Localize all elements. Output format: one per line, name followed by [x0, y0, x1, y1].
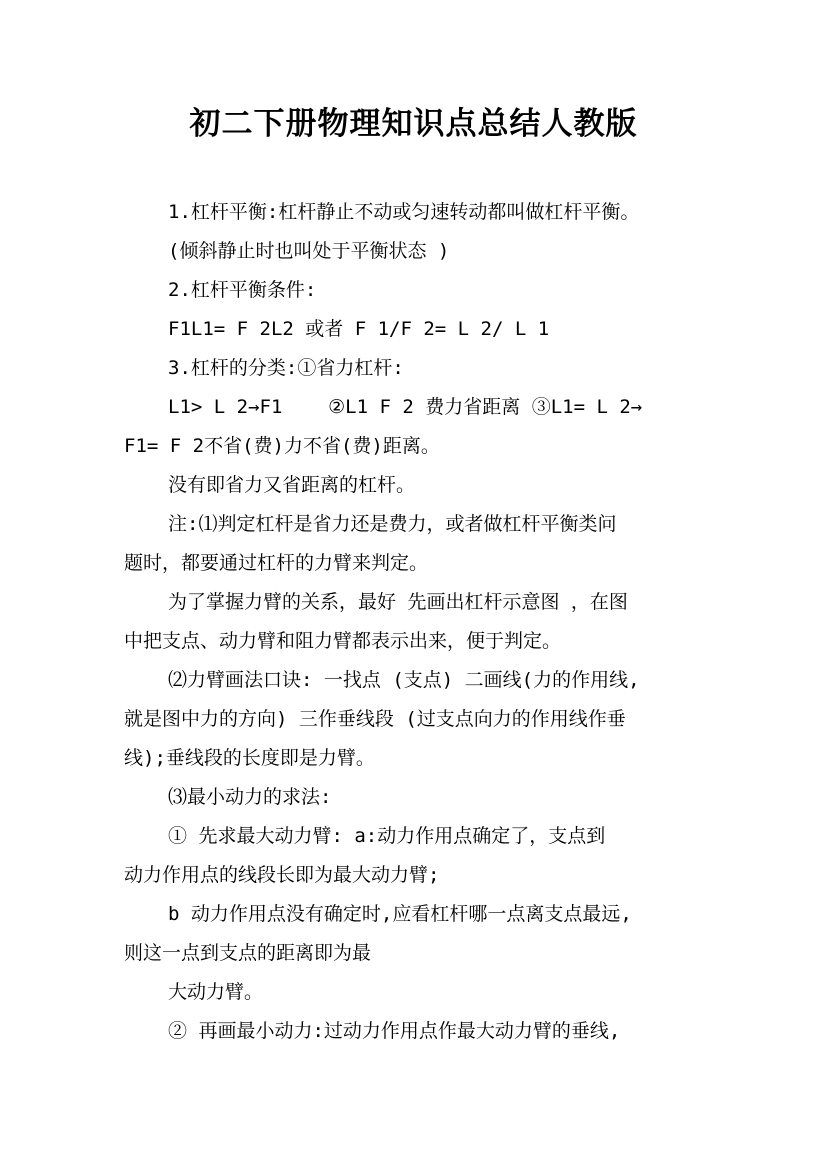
text-line: 大动力臂。 — [168, 981, 264, 1003]
text-line: 则这一点到支点的距离即为最 — [124, 942, 372, 964]
text-line: ⑶最小动力的求法: — [168, 786, 332, 808]
text-line: ① 先求最大动力臂: a:动力作用点确定了，支点到 — [168, 825, 606, 847]
text-line: 动力作用点的线段长即为最大动力臂; — [124, 864, 440, 886]
text-line: (倾斜静止时也叫处于平衡状态 ) — [168, 240, 450, 262]
text-line: ⑵力臂画法口诀: 一找点 (支点) 二画线(力的作用线, — [168, 669, 640, 691]
text-line: 为了掌握力臂的关系，最好 先画出杠杆示意图 ，在图 — [168, 591, 628, 613]
text-line: 就是图中力的方向) 三作垂线段 (过支点向力的作用线作垂 — [124, 708, 626, 730]
text-line: F1= F 2不省(费)力不省(费)距离。 — [124, 435, 440, 457]
document-body — [124, 193, 714, 1051]
text-line: b 动力作用点没有确定时,应看杠杆哪一点离支点最远, — [168, 903, 632, 925]
text-line: 注:⑴判定杠杆是省力还是费力，或者做杠杆平衡类问 — [168, 513, 617, 535]
text-line: 没有即省力又省距离的杠杆。 — [168, 474, 416, 496]
text-line: 3.杠杆的分类:①省力杠杆: — [168, 357, 404, 379]
text-line: 线);垂线段的长度即是力臂。 — [124, 747, 375, 769]
text-line: 题时，都要通过杠杆的力臂来判定。 — [124, 552, 429, 574]
text-line: 1.杠杆平衡:杠杆静止不动或匀速转动都叫做杠杆平衡。 — [168, 201, 640, 223]
text-line: ② 再画最小动力:过动力作用点作最大动力臂的垂线, — [168, 1020, 621, 1042]
text-line: L1> L 2→F1 ②L1 F 2 费力省距离 ③L1= L 2→ — [168, 396, 643, 418]
text-line: 中把支点、动力臂和阻力臂都表示出来，便于判定。 — [124, 630, 562, 652]
text-line: F1L1= F 2L2 或者 F 1/F 2= L 2/ L 1 — [168, 318, 550, 340]
document-title: 初二下册物理知识点总结人教版 — [189, 106, 638, 142]
text-line: 2.杠杆平衡条件: — [168, 279, 317, 301]
